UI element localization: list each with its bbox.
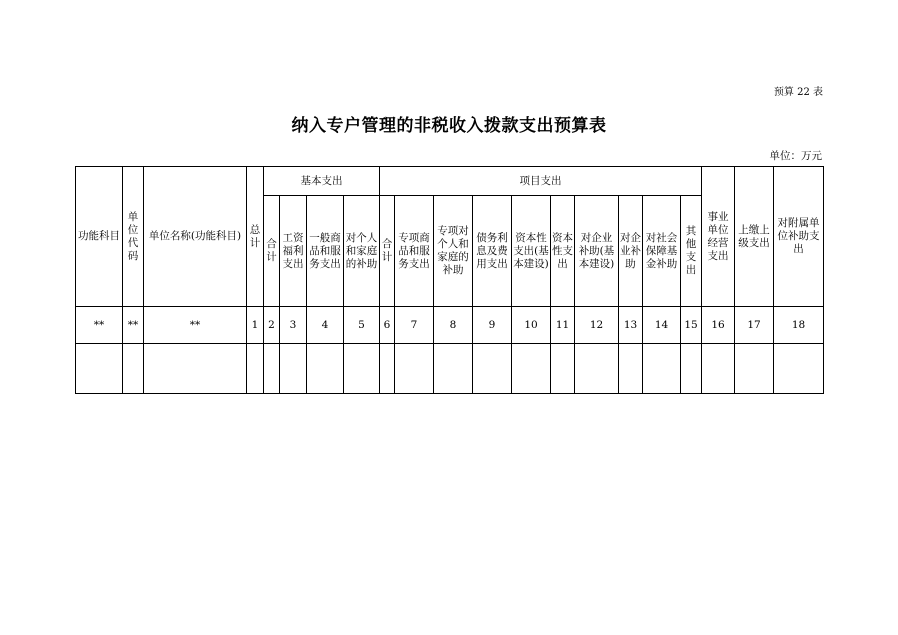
header-project-enterprise: 对企业补助 xyxy=(619,196,643,307)
data-cell xyxy=(344,344,380,394)
header-project-capital: 资本性支出 xyxy=(551,196,575,307)
header-project-expenditure: 项目支出 xyxy=(380,167,702,196)
header-affiliate-subsidy: 对附属单位补助支出 xyxy=(774,167,824,307)
index-cell: 11 xyxy=(551,307,575,344)
unit-label: 单位：万元 xyxy=(769,150,822,162)
index-cell: 6 xyxy=(380,307,395,344)
header-basic-goods: 一般商品和服务支出 xyxy=(307,196,344,307)
header-project-other: 其他支出 xyxy=(681,196,702,307)
index-cell: 12 xyxy=(575,307,619,344)
index-cell: 1 xyxy=(247,307,264,344)
data-cell xyxy=(144,344,247,394)
data-row xyxy=(76,344,824,394)
data-cell xyxy=(619,344,643,394)
data-cell xyxy=(307,344,344,394)
index-cell: 14 xyxy=(643,307,681,344)
index-cell: 4 xyxy=(307,307,344,344)
header-basic-expenditure: 基本支出 xyxy=(264,167,380,196)
data-cell xyxy=(681,344,702,394)
header-enterprise-expenditure: 事业单位经营支出 xyxy=(702,167,735,307)
data-cell xyxy=(380,344,395,394)
header-basic-household: 对个人和家庭的补助 xyxy=(344,196,380,307)
index-cell: 13 xyxy=(619,307,643,344)
header-func-subject: 功能科目 xyxy=(76,167,123,307)
data-cell xyxy=(512,344,551,394)
header-project-debt: 债务利息及费用支出 xyxy=(473,196,512,307)
data-cell xyxy=(774,344,824,394)
page-title: 纳入专户管理的非税收入拨款支出预算表 xyxy=(291,116,607,136)
data-cell xyxy=(702,344,735,394)
header-project-social-security: 对社会保障基金补助 xyxy=(643,196,681,307)
data-cell xyxy=(280,344,307,394)
index-cell: 18 xyxy=(774,307,824,344)
header-total: 总计 xyxy=(247,167,264,307)
data-cell xyxy=(575,344,619,394)
data-cell xyxy=(247,344,264,394)
header-basic-subtotal: 合计 xyxy=(264,196,280,307)
budget-table xyxy=(75,166,824,394)
data-cell xyxy=(643,344,681,394)
index-cell: 10 xyxy=(512,307,551,344)
header-project-household: 专项对个人和家庭的补助 xyxy=(434,196,473,307)
data-cell xyxy=(434,344,473,394)
index-cell: 8 xyxy=(434,307,473,344)
header-row-1 xyxy=(76,167,824,196)
header-basic-wages: 工资福利支出 xyxy=(280,196,307,307)
index-cell: 9 xyxy=(473,307,512,344)
index-cell: 15 xyxy=(681,307,702,344)
header-project-subtotal: 合计 xyxy=(380,196,395,307)
header-unit-code: 单位代码 xyxy=(123,167,144,307)
index-row xyxy=(76,307,824,344)
index-cell: 17 xyxy=(735,307,774,344)
header-project-goods: 专项商品和服务支出 xyxy=(395,196,434,307)
header-upper-payment: 上缴上级支出 xyxy=(735,167,774,307)
index-cell: ** xyxy=(76,307,123,344)
index-cell: 16 xyxy=(702,307,735,344)
data-cell xyxy=(123,344,144,394)
data-cell xyxy=(76,344,123,394)
data-cell xyxy=(551,344,575,394)
index-cell: 7 xyxy=(395,307,434,344)
table-number: 预算 22 表 xyxy=(773,87,823,98)
data-cell xyxy=(735,344,774,394)
index-cell: 3 xyxy=(280,307,307,344)
index-cell: 5 xyxy=(344,307,380,344)
data-cell xyxy=(264,344,280,394)
header-project-enterprise-infra: 对企业补助(基本建设) xyxy=(575,196,619,307)
header-unit-name: 单位名称(功能科目) xyxy=(144,167,247,307)
data-cell xyxy=(473,344,512,394)
index-cell: ** xyxy=(144,307,247,344)
header-project-capital-infra: 资本性支出(基本建设) xyxy=(512,196,551,307)
index-cell: ** xyxy=(123,307,144,344)
data-cell xyxy=(395,344,434,394)
index-cell: 2 xyxy=(264,307,280,344)
